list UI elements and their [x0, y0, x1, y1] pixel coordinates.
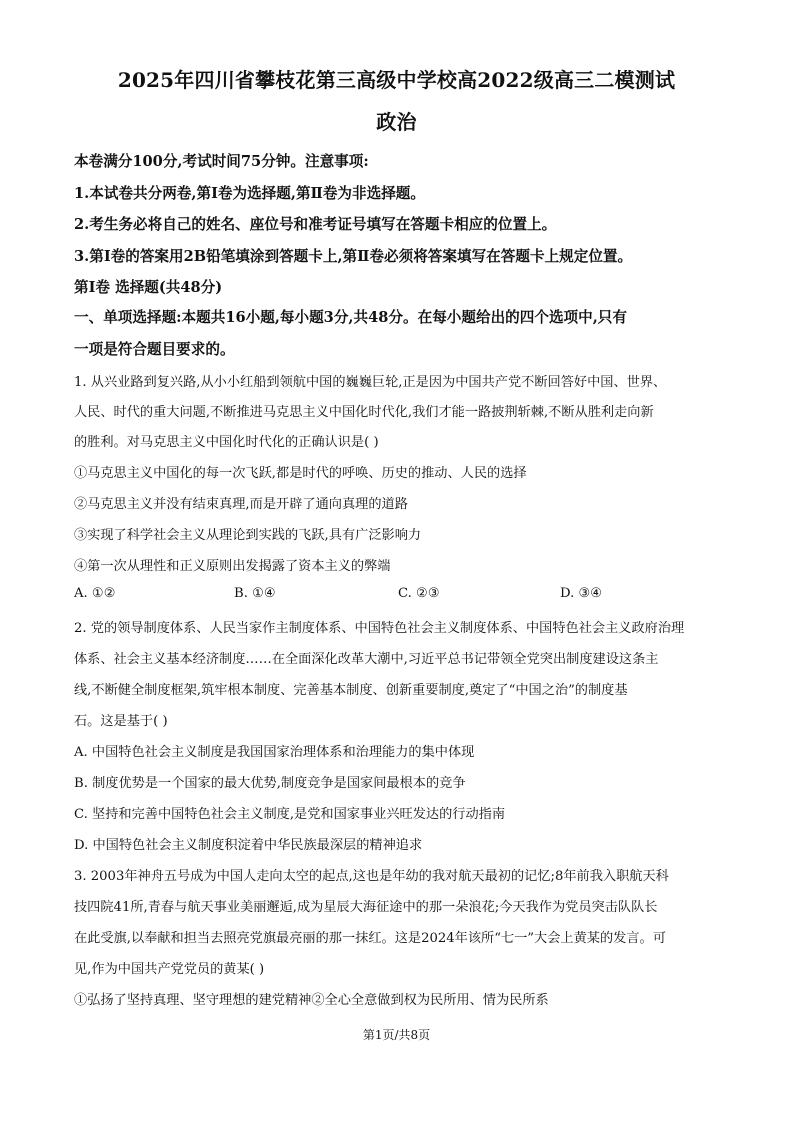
question-3-statement: ①弘扬了坚持真理、坚守理想的建党精神②全心全意做到权为民所用、情为民所系 [74, 993, 549, 1008]
question-1-stem: 人民、时代的重大问题,不断推进马克思主义中国化时代化,我们才能一路披荆斩棘,不断从胜利走向新 [74, 405, 654, 420]
question-1-option-c[interactable]: C. ②③ [398, 586, 440, 601]
question-1-option-d[interactable]: D. ③④ [560, 586, 603, 601]
section-instruction: 一项是符合题目要求的。 [74, 341, 235, 358]
question-1-statement: ③实现了科学社会主义从理论到实践的飞跃,具有广泛影响力 [74, 528, 422, 543]
question-2-stem: 石。这是基于( ) [74, 714, 168, 729]
section-title: 第Ⅰ卷 选择题(共48分) [74, 279, 223, 296]
question-2-choice-d[interactable]: D. 中国特色社会主义制度积淀着中华民族最深层的精神追求 [74, 838, 423, 853]
question-2-choice-b[interactable]: B. 制度优势是一个国家的最大优势,制度竞争是国家间最根本的竞争 [74, 776, 466, 791]
subject-title: 政治 [376, 110, 417, 134]
instructions-intro: 本卷满分100分,考试时间75分钟。注意事项: [74, 153, 369, 170]
question-3-stem: 3. 2003年神舟五号成为中国人走向太空的起点,这也是年幼的我对航天最初的记忆;8年前我入职航天科 [74, 869, 669, 884]
question-2-choice-c[interactable]: C. 坚持和完善中国特色社会主义制度,是党和国家事业兴旺发达的行动指南 [74, 807, 506, 822]
question-1-option-a[interactable]: A. ①② [74, 586, 116, 601]
question-3-stem: 在此受旗,以奉献和担当去照亮党旗最亮丽的那一抹红。这是2024年该所“七一”大会上黄某的发言。可 [74, 931, 666, 946]
question-1-statement: ④第一次从理性和正义原则出发揭露了资本主义的弊端 [74, 559, 391, 574]
question-3-stem: 见,作为中国共产党党员的黄某( ) [74, 962, 265, 977]
section-instruction: 一、单项选择题:本题共16小题,每小题3分,共48分。在每小题给出的四个选项中,只有 [74, 309, 627, 326]
exam-title: 2025年四川省攀枝花第三高级中学校高2022级高三二模测试 [117, 68, 676, 92]
instruction-item: 1.本试卷共分两卷,第Ⅰ卷为选择题,第Ⅱ卷为非选择题。 [74, 185, 425, 202]
question-2-stem: 线,不断健全制度框架,筑牢根本制度、完善基本制度、创新重要制度,奠定了“中国之治”的制度基 [74, 683, 628, 698]
question-2-stem: 2. 党的领导制度体系、人民当家作主制度体系、中国特色社会主义制度体系、中国特色社会主义政府治理 [74, 621, 685, 636]
instruction-item: 2.考生务必将自己的姓名、座位号和准考证号填写在答题卡相应的位置上。 [74, 216, 557, 233]
question-1-statement: ②马克思主义并没有结束真理,而是开辟了通向真理的道路 [74, 497, 408, 512]
question-1-statement: ①马克思主义中国化的每一次飞跃,都是时代的呼唤、历史的推动、人民的选择 [74, 466, 527, 481]
page-number: 第1页/共8页 [362, 1028, 431, 1042]
question-1-stem: 1. 从兴业路到复兴路,从小小红船到领航中国的巍巍巨轮,正是因为中国共产党不断回答好中国、世界、 [74, 375, 667, 390]
question-3-stem: 技四院41所,青春与航天事业美丽邂逅,成为星辰大海征途中的那一朵浪花;今天我作为党员突击队队长 [74, 900, 658, 915]
instruction-item: 3.第Ⅰ卷的答案用2B铅笔填涂到答题卡上,第Ⅱ卷必须将答案填写在答题卡上规定位置。 [74, 248, 633, 265]
question-1-option-b[interactable]: B. ①④ [234, 586, 276, 601]
question-1-stem: 的胜利。对马克思主义中国化时代化的正确认识是( ) [74, 435, 379, 450]
question-2-choice-a[interactable]: A. 中国特色社会主义制度是我国国家治理体系和治理能力的集中体现 [74, 745, 475, 760]
question-2-stem: 体系、社会主义基本经济制度……在全面深化改革大潮中,习近平总书记带领全党突出制度建设这条主 [74, 652, 659, 667]
